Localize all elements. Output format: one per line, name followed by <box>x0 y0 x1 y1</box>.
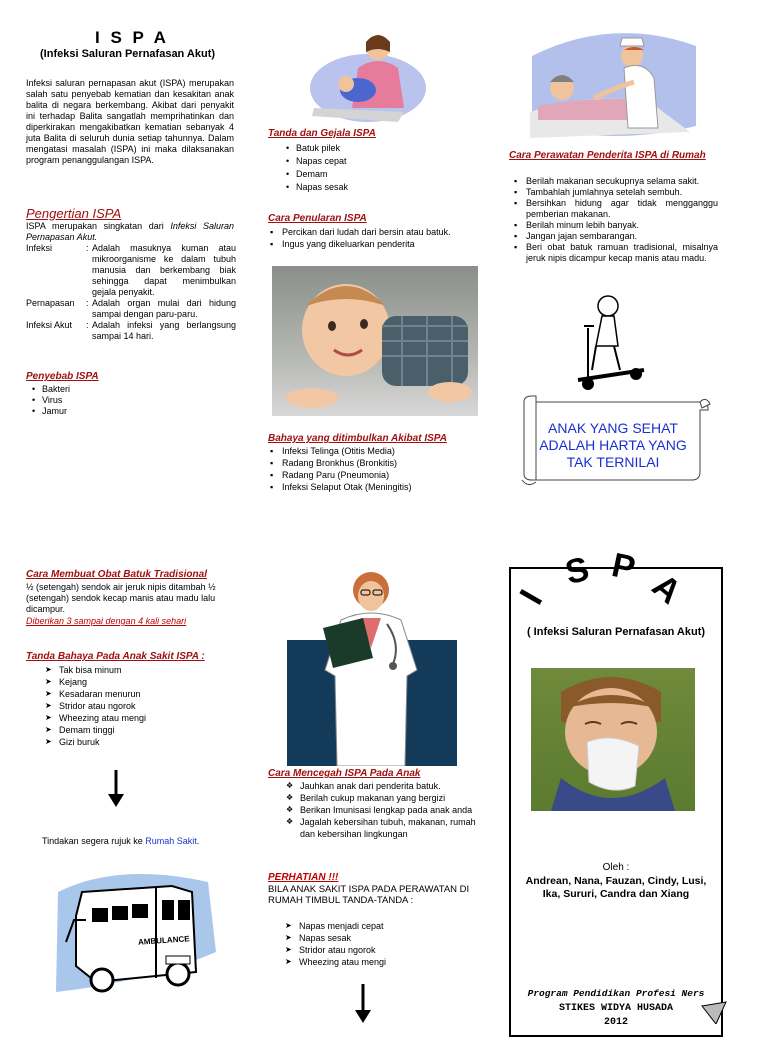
cover-letter-s: S <box>561 549 593 593</box>
cover-letter-i: I <box>512 583 551 611</box>
def-colon: : <box>86 320 89 330</box>
tanda-bahaya-heading: Tanda Bahaya Pada Anak Sakit ISPA : <box>26 651 205 662</box>
list-item: ➤ Napas sesak <box>285 932 475 944</box>
list-item: ➤ Wheezing atau mengi <box>285 956 475 968</box>
cover-letter-a: A <box>644 566 689 612</box>
tanda-list <box>282 142 462 194</box>
list-item: • Bakteri <box>28 384 228 395</box>
def-term: Infeksi Akut <box>26 320 73 330</box>
list-item: • Batuk pilek <box>282 142 462 155</box>
doctor-illustration <box>287 568 457 766</box>
bahaya-list <box>268 445 488 493</box>
rujuk-end: . <box>196 836 200 846</box>
obat-note: Diberikan 3 sampai dengan 4 kali sehari <box>26 616 187 626</box>
list-item: • Virus <box>28 395 228 406</box>
list-item: ➤ Napas menjadi cepat <box>285 920 475 932</box>
perawatan-heading: Cara Perawatan Penderita ISPA di Rumah <box>509 150 706 161</box>
down-arrow-icon <box>106 770 126 808</box>
list-item: ▪ Infeksi Selaput Otak (Meningitis) <box>268 481 488 493</box>
list-item: ▪ Bersihkan hidung agar tidak mengganggu pemberian makanan. <box>512 198 718 220</box>
obat-text: ½ (setengah) sendok air jeruk nipis ditambah ½ (setengah) sendok kecap manis atau madu lalu dicampur. <box>26 582 216 614</box>
cegah-list <box>286 780 476 840</box>
obat-heading: Cara Membuat Obat Batuk Tradisional <box>26 569 207 580</box>
pengertian-text-b: Infeksi Saluran Pernapasan Akut. <box>26 221 234 242</box>
list-item: ❖ Jagalah kebersihan tubuh, makanan, rumah dan kebersihan lingkungan <box>286 816 476 840</box>
list-item: • Demam <box>282 168 462 181</box>
down-arrow-icon <box>353 984 373 1024</box>
list-item: ❖ Jauhkan anak dari penderita batuk. <box>286 780 476 792</box>
ambulance-label: AMBULANCE <box>137 934 190 947</box>
list-item: ❖ Berikan Imunisasi lengkap pada anak anda <box>286 804 476 816</box>
pengertian-heading: Pengertian ISPA <box>26 206 122 221</box>
list-item: • Jamur <box>28 406 228 417</box>
brochure-title: I S P A <box>95 28 169 47</box>
def-desc: Adalah organ mulai dari hidung sampai dengan paru-paru. <box>92 298 236 319</box>
list-item: ▪ Percikan dari ludah dari bersin atau batuk. <box>268 226 483 238</box>
penularan-list <box>268 226 483 250</box>
list-item: ➤ Wheezing atau mengi <box>45 712 225 724</box>
def-colon: : <box>86 298 89 308</box>
def-term: Pernapasan <box>26 298 75 308</box>
authors-line-2: Ika, Sururi, Candra dan Xiang <box>542 888 690 900</box>
list-item: ▪ Berilah makanan secukupnya selama sakit. <box>512 176 718 187</box>
list-item: ▪ Berilah minum lebih banyak. <box>512 220 718 231</box>
list-item: ▪ Radang Paru (Pneumonia) <box>268 469 488 481</box>
crawling-baby-photo <box>272 266 478 416</box>
def-colon: : <box>86 243 89 253</box>
perhatian-list <box>285 920 475 968</box>
list-item: ➤ Stridor atau ngorok <box>285 944 475 956</box>
perhatian-text: BILA ANAK SAKIT ISPA PADA PERAWATAN DI RUMAH TIMBUL TANDA-TANDA : <box>268 884 470 906</box>
list-item: ➤ Tak bisa minum <box>45 664 225 676</box>
list-item: • Napas sesak <box>282 181 462 194</box>
sneezing-child-photo <box>531 668 695 811</box>
brochure-subtitle: (Infeksi Saluran Pernafasan Akut) <box>40 48 216 60</box>
list-item: • Napas cepat <box>282 155 462 168</box>
nurse-patient-illustration <box>528 26 700 142</box>
list-item: ➤ Demam tinggi <box>45 724 225 736</box>
ambulance-illustration <box>52 862 218 1002</box>
list-item: ➤ Kesadaran menurun <box>45 688 225 700</box>
perawatan-list <box>512 176 718 264</box>
list-item: ▪ Tambahlah jumlahnya setelah sembuh. <box>512 187 718 198</box>
rumah-sakit-link: Rumah Sakit <box>145 836 197 846</box>
list-item: ▪ Jangan jajan sembarangan. <box>512 231 718 242</box>
list-item: ▪ Infeksi Telinga (Otitis Media) <box>268 445 488 457</box>
penularan-heading: Cara Penularan ISPA <box>268 213 367 224</box>
tanda-bahaya-list <box>45 664 225 748</box>
pengertian-text-a: ISPA merupakan singkatan dari <box>26 221 171 231</box>
rujuk-text-label: Tindakan segera rujuk ke <box>42 836 146 846</box>
page-curl-icon <box>700 1000 728 1024</box>
year: 2012 <box>603 1017 628 1028</box>
cegah-heading: Cara Mencegah ISPA Pada Anak <box>268 768 421 779</box>
school-name: STIKES WIDYA HUSADA <box>558 1003 674 1014</box>
authors-line-1: Andrean, Nana, Fauzan, Cindy, Lusi, <box>525 875 707 887</box>
bahaya-heading: Bahaya yang ditimbulkan Akibat ISPA <box>268 433 447 444</box>
perhatian-heading: PERHATIAN !!! <box>268 872 339 883</box>
list-item: ➤ Gizi buruk <box>45 736 225 748</box>
def-desc: Adalah infeksi yang berlangsung sampai 14 hari. <box>92 320 236 341</box>
def-desc: Adalah masuknya kuman atau mikroorganisme ke dalam tubuh manusia dan berkembang biak sehingga dapat menimbulkan gejala penyakit. <box>92 243 236 297</box>
penyebab-list <box>28 384 228 417</box>
cover-letter-p: P <box>608 546 639 588</box>
list-item: ❖ Berilah cukup makanan yang bergizi <box>286 792 476 804</box>
def-term: Infeksi <box>26 243 53 253</box>
rujuk-text <box>42 836 242 847</box>
list-item: ➤ Kejang <box>45 676 225 688</box>
tanda-heading: Tanda dan Gejala ISPA <box>268 128 376 139</box>
program-name: Program Pendidikan Profesi Ners <box>527 988 705 999</box>
list-item: ▪ Beri obat batuk ramuan tradisional, misalnya jeruk nipis dicampur kecap manis atau madu. <box>512 242 718 264</box>
intro-paragraph: Infeksi saluran pernapasan akut (ISPA) merupakan salah satu penyebab kematian dan kesakitan anak balita di negara berkembang. Akibat dari penyakit ini terhadap Balita sangatlah memprihatinkan dan diperkirakan mengakibatkan kematian sebanyak 4 juta Balita di seluruh dunia setiap tahunnya. Dalam mengatasi masalah (ISPA) ini maka dilaksanakan program penanggulangan ISPA. <box>26 78 234 165</box>
penyebab-heading: Penyebab ISPA <box>26 371 99 382</box>
list-item: ▪ Radang Bronkhus (Bronkitis) <box>268 457 488 469</box>
motto-text: ANAK YANG SEHAT ADALAH HARTA YANG TAK TERNILAI <box>539 420 687 470</box>
scooter-child-illustration <box>574 292 654 396</box>
definition-table <box>26 243 236 342</box>
mother-baby-illustration <box>296 28 426 126</box>
list-item: ▪ Ingus yang dikeluarkan penderita <box>268 238 483 250</box>
list-item: ➤ Stridor atau ngorok <box>45 700 225 712</box>
cover-subtitle: ( Infeksi Saluran Pernafasan Akut) <box>526 626 706 638</box>
pengertian-text <box>26 221 234 243</box>
oleh-label: Oleh : <box>602 862 630 873</box>
